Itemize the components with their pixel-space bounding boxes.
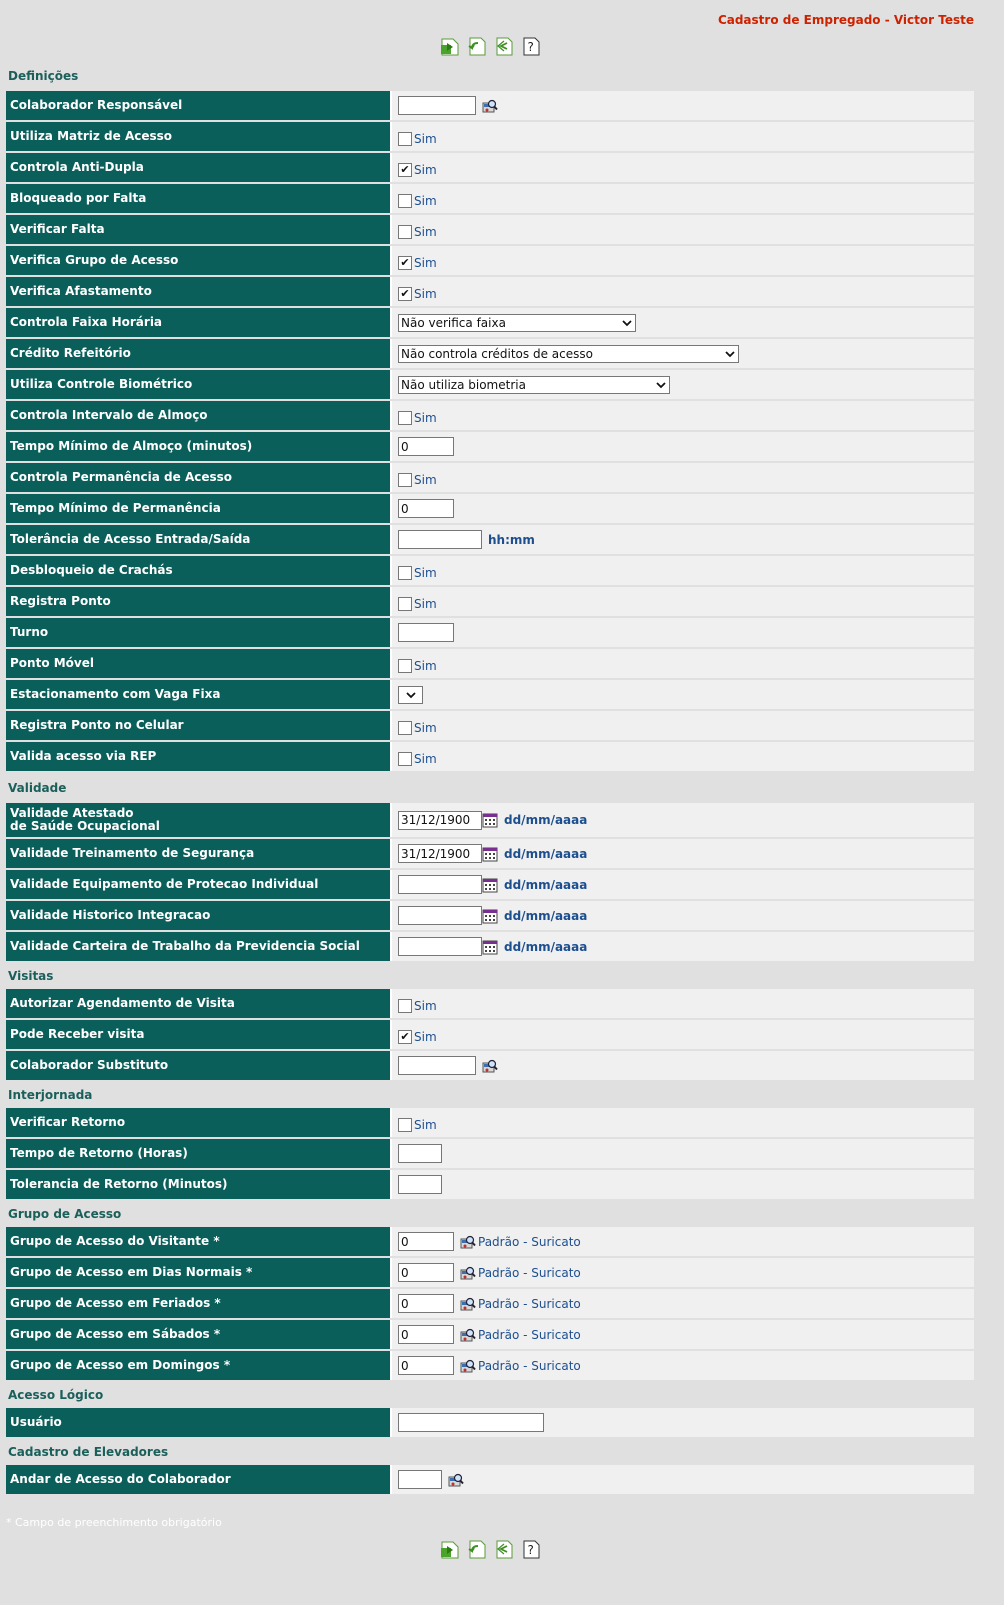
help-icon[interactable] — [519, 1538, 542, 1561]
row-tolerancia-retorno — [6, 1170, 974, 1199]
save-icon[interactable] — [438, 1538, 461, 1561]
grupo-feriados-input[interactable]: 0 — [398, 1294, 454, 1313]
field-label: Grupo de Acesso em Domingos * — [6, 1351, 392, 1380]
section-visitas: Visitas — [8, 969, 54, 983]
field-label: Registra Ponto — [6, 587, 392, 616]
acesso-rep-checkbox[interactable] — [398, 752, 412, 766]
field-label: Controla Intervalo de Almoço — [6, 401, 392, 430]
row-grupo-visitante — [6, 1227, 974, 1256]
row-intervalo-almoco — [6, 401, 974, 430]
matriz-acesso-checkbox[interactable] — [398, 132, 412, 146]
share-icon[interactable] — [492, 35, 515, 58]
row-agendamento-visita — [6, 989, 974, 1018]
sim-label: Sim — [414, 255, 437, 270]
field-label: Validade Carteira de Trabalho da Previdencia Social — [6, 932, 392, 961]
permanencia-checkbox[interactable] — [398, 473, 412, 487]
verificar-retorno-checkbox[interactable] — [398, 1118, 412, 1132]
registra-ponto-checkbox[interactable] — [398, 597, 412, 611]
sim-label: Sim — [414, 1117, 437, 1132]
row-validade-aso — [6, 803, 974, 837]
field-label-line1: Validade Atestado — [10, 806, 134, 820]
row-matriz-acesso — [6, 122, 974, 151]
validade-treinamento-input[interactable]: 31/12/1900 — [398, 844, 482, 863]
back-icon[interactable] — [465, 35, 488, 58]
validade-integracao-input[interactable] — [398, 906, 482, 925]
calendar-icon[interactable] — [482, 812, 498, 828]
sim-label: Sim — [414, 410, 437, 425]
field-label: Tolerância de Acesso Entrada/Saída — [6, 525, 392, 554]
row-bloqueado-falta — [6, 184, 974, 213]
field-label: Crédito Refeitório — [6, 339, 392, 368]
row-ponto-celular — [6, 711, 974, 740]
time-format-hint: hh:mm — [488, 532, 535, 547]
field-label: Grupo de Acesso em Sábados * — [6, 1320, 392, 1349]
afastamento-checkbox[interactable]: ✔ — [398, 287, 412, 301]
share-icon[interactable] — [492, 1538, 515, 1561]
section-elevadores: Cadastro de Elevadores — [8, 1445, 169, 1459]
row-grupo-domingos — [6, 1351, 974, 1380]
help-icon[interactable] — [519, 35, 542, 58]
date-format-hint: dd/mm/aaaa — [504, 813, 588, 827]
date-format-hint: dd/mm/aaaa — [504, 877, 588, 892]
field-label: Validade Treinamento de Segurança — [6, 839, 392, 868]
row-andar-acesso — [6, 1465, 974, 1494]
field-label: Desbloqueio de Crachás — [6, 556, 392, 585]
chevron-down-icon — [724, 348, 736, 360]
row-biometrico — [6, 370, 974, 399]
field-label: Estacionamento com Vaga Fixa — [6, 680, 392, 709]
row-tempo-permanencia — [6, 494, 974, 523]
row-ponto-movel — [6, 649, 974, 678]
lookup-icon[interactable] — [460, 1296, 476, 1312]
grupo-visitante-desc: Padrão - Suricato — [478, 1234, 581, 1249]
tempo-retorno-input[interactable] — [398, 1144, 442, 1163]
receber-visita-checkbox[interactable]: ✔ — [398, 1030, 412, 1044]
section-interjornada: Interjornada — [8, 1088, 93, 1102]
sim-label: Sim — [414, 1029, 437, 1044]
field-label: Usuário — [6, 1408, 392, 1437]
page-title: Cadastro de Empregado - Victor Teste — [717, 13, 974, 27]
row-receber-visita — [6, 1020, 974, 1049]
sim-label: Sim — [414, 658, 437, 673]
field-label: Verifica Afastamento — [6, 277, 392, 306]
row-anti-dupla — [6, 153, 974, 182]
field-label: Verifica Grupo de Acesso — [6, 246, 392, 275]
row-grupo-normais — [6, 1258, 974, 1287]
field-label: Pode Receber visita — [6, 1020, 392, 1049]
calendar-icon[interactable] — [482, 908, 498, 924]
row-permanencia — [6, 463, 974, 492]
required-footnote: * Campo de preenchimento obrigatório — [6, 1516, 222, 1529]
row-verificar-retorno — [6, 1108, 974, 1137]
row-colaborador-responsavel — [6, 91, 974, 120]
field-label: Controla Permanência de Acesso — [6, 463, 392, 492]
sim-label: Sim — [414, 565, 437, 580]
field-label: Verificar Retorno — [6, 1108, 392, 1137]
row-desbloqueio — [6, 556, 974, 585]
anti-dupla-checkbox[interactable]: ✔ — [398, 163, 412, 177]
field-label: Bloqueado por Falta — [6, 184, 392, 213]
grupo-normais-input[interactable]: 0 — [398, 1263, 454, 1282]
row-usuario — [6, 1408, 974, 1437]
row-grupo-acesso — [6, 246, 974, 275]
calendar-icon[interactable] — [482, 846, 498, 862]
field-label: Tolerancia de Retorno (Minutos) — [6, 1170, 392, 1199]
estacionamento-select[interactable] — [398, 686, 423, 704]
field-label: Validade Historico Integracao — [6, 901, 392, 930]
agendamento-visita-checkbox[interactable] — [398, 999, 412, 1013]
field-label: Grupo de Acesso em Feriados * — [6, 1289, 392, 1318]
grupo-domingos-input[interactable]: 0 — [398, 1356, 454, 1375]
section-grupo-acesso: Grupo de Acesso — [8, 1207, 122, 1221]
row-faixa-horaria — [6, 308, 974, 337]
lookup-icon[interactable] — [482, 1058, 498, 1074]
credito-refeitorio-value: Não controla créditos de acesso — [401, 346, 593, 361]
row-validade-ctps — [6, 932, 974, 961]
field-label: Controla Anti-Dupla — [6, 153, 392, 182]
grupo-acesso-checkbox[interactable]: ✔ — [398, 256, 412, 270]
lookup-icon[interactable] — [448, 1472, 464, 1488]
chevron-down-icon — [405, 689, 417, 701]
save-icon[interactable] — [438, 35, 461, 58]
desbloqueio-checkbox[interactable] — [398, 566, 412, 580]
andar-acesso-input[interactable] — [398, 1470, 442, 1489]
chevron-down-icon — [655, 379, 667, 391]
chevron-down-icon — [621, 317, 633, 329]
field-label: Autorizar Agendamento de Visita — [6, 989, 392, 1018]
field-label: Valida acesso via REP — [6, 742, 392, 771]
field-label: Tempo Mínimo de Permanência — [6, 494, 392, 523]
field-label-line2: de Saúde Ocupacional — [10, 819, 160, 833]
validade-epi-input[interactable] — [398, 875, 482, 894]
grupo-visitante-input[interactable]: 0 — [398, 1232, 454, 1251]
row-tempo-retorno — [6, 1139, 974, 1168]
row-validade-integracao — [6, 901, 974, 930]
date-format-hint: dd/mm/aaaa — [504, 846, 588, 861]
sim-label: Sim — [414, 472, 437, 487]
page — [6, 0, 974, 1564]
grupo-feriados-desc: Padrão - Suricato — [478, 1296, 581, 1311]
grupo-sabados-desc: Padrão - Suricato — [478, 1327, 581, 1342]
grupo-normais-desc: Padrão - Suricato — [478, 1265, 581, 1280]
field-label: Tempo de Retorno (Horas) — [6, 1139, 392, 1168]
grupo-sabados-input[interactable]: 0 — [398, 1325, 454, 1344]
row-afastamento — [6, 277, 974, 306]
row-validade-epi — [6, 870, 974, 899]
biometrico-value: Não utiliza biometria — [401, 377, 526, 392]
lookup-icon[interactable] — [460, 1358, 476, 1374]
colaborador-substituto-input[interactable] — [398, 1056, 476, 1075]
sim-label: Sim — [414, 751, 437, 766]
section-definicoes: Definições — [8, 69, 79, 83]
bloqueado-falta-checkbox[interactable] — [398, 194, 412, 208]
calendar-icon[interactable] — [482, 939, 498, 955]
row-credito-refeitorio — [6, 339, 974, 368]
field-label: Tempo Mínimo de Almoço (minutos) — [6, 432, 392, 461]
row-registra-ponto — [6, 587, 974, 616]
faixa-horaria-value: Não verifica faixa — [401, 315, 506, 330]
bottom-toolbar — [6, 1534, 974, 1564]
ponto-celular-checkbox[interactable] — [398, 721, 412, 735]
biometrico-select[interactable] — [398, 376, 670, 394]
back-icon[interactable] — [465, 1538, 488, 1561]
date-format-hint: dd/mm/aaaa — [504, 939, 588, 954]
tempo-almoco-input[interactable]: 0 — [398, 437, 454, 456]
field-label — [6, 803, 392, 837]
field-label: Utiliza Matriz de Acesso — [6, 122, 392, 151]
sim-label: Sim — [414, 596, 437, 611]
field-label: Grupo de Acesso do Visitante * — [6, 1227, 392, 1256]
field-label: Registra Ponto no Celular — [6, 711, 392, 740]
lookup-icon[interactable] — [460, 1327, 476, 1343]
section-validade: Validade — [8, 781, 67, 795]
verificar-falta-checkbox[interactable] — [398, 225, 412, 239]
row-colaborador-substituto — [6, 1051, 974, 1080]
top-toolbar — [6, 31, 974, 61]
grupo-domingos-desc: Padrão - Suricato — [478, 1358, 581, 1373]
calendar-icon[interactable] — [482, 877, 498, 893]
field-label: Controla Faixa Horária — [6, 308, 392, 337]
intervalo-almoco-checkbox[interactable] — [398, 411, 412, 425]
row-grupo-sabados — [6, 1320, 974, 1349]
colaborador-responsavel-input[interactable] — [398, 96, 476, 115]
turno-input[interactable] — [398, 623, 454, 642]
sim-label: Sim — [414, 720, 437, 735]
row-turno — [6, 618, 974, 647]
row-tolerancia — [6, 525, 974, 554]
section-acesso-logico: Acesso Lógico — [8, 1388, 104, 1402]
field-label: Utiliza Controle Biométrico — [6, 370, 392, 399]
field-label: Verificar Falta — [6, 215, 392, 244]
lookup-icon[interactable] — [482, 98, 498, 114]
sim-label: Sim — [414, 193, 437, 208]
field-label: Ponto Móvel — [6, 649, 392, 678]
row-estacionamento — [6, 680, 974, 709]
tolerancia-retorno-input[interactable] — [398, 1175, 442, 1194]
lookup-icon[interactable] — [460, 1265, 476, 1281]
field-label: Validade Equipamento de Protecao Individual — [6, 870, 392, 899]
validade-ctps-input[interactable] — [398, 937, 482, 956]
field-label: Colaborador Substituto — [6, 1051, 392, 1080]
sim-label: Sim — [414, 286, 437, 301]
field-label: Turno — [6, 618, 392, 647]
row-acesso-rep — [6, 742, 974, 771]
credito-refeitorio-select[interactable] — [398, 345, 739, 363]
usuario-input[interactable] — [398, 1413, 544, 1432]
sim-label: Sim — [414, 224, 437, 239]
row-validade-treinamento — [6, 839, 974, 868]
tempo-permanencia-input[interactable]: 0 — [398, 499, 454, 518]
faixa-horaria-select[interactable] — [398, 314, 636, 332]
field-label: Grupo de Acesso em Dias Normais * — [6, 1258, 392, 1287]
tolerancia-input[interactable] — [398, 530, 482, 549]
row-verificar-falta — [6, 215, 974, 244]
lookup-icon[interactable] — [460, 1234, 476, 1250]
field-label: Andar de Acesso do Colaborador — [6, 1465, 392, 1494]
row-tempo-almoco — [6, 432, 974, 461]
row-grupo-feriados — [6, 1289, 974, 1318]
sim-label: Sim — [414, 162, 437, 177]
date-format-hint: dd/mm/aaaa — [504, 908, 588, 923]
sim-label: Sim — [414, 998, 437, 1013]
field-label: Colaborador Responsável — [6, 91, 392, 120]
sim-label: Sim — [414, 131, 437, 146]
ponto-movel-checkbox[interactable] — [398, 659, 412, 673]
validade-aso-input[interactable]: 31/12/1900 — [398, 811, 482, 830]
